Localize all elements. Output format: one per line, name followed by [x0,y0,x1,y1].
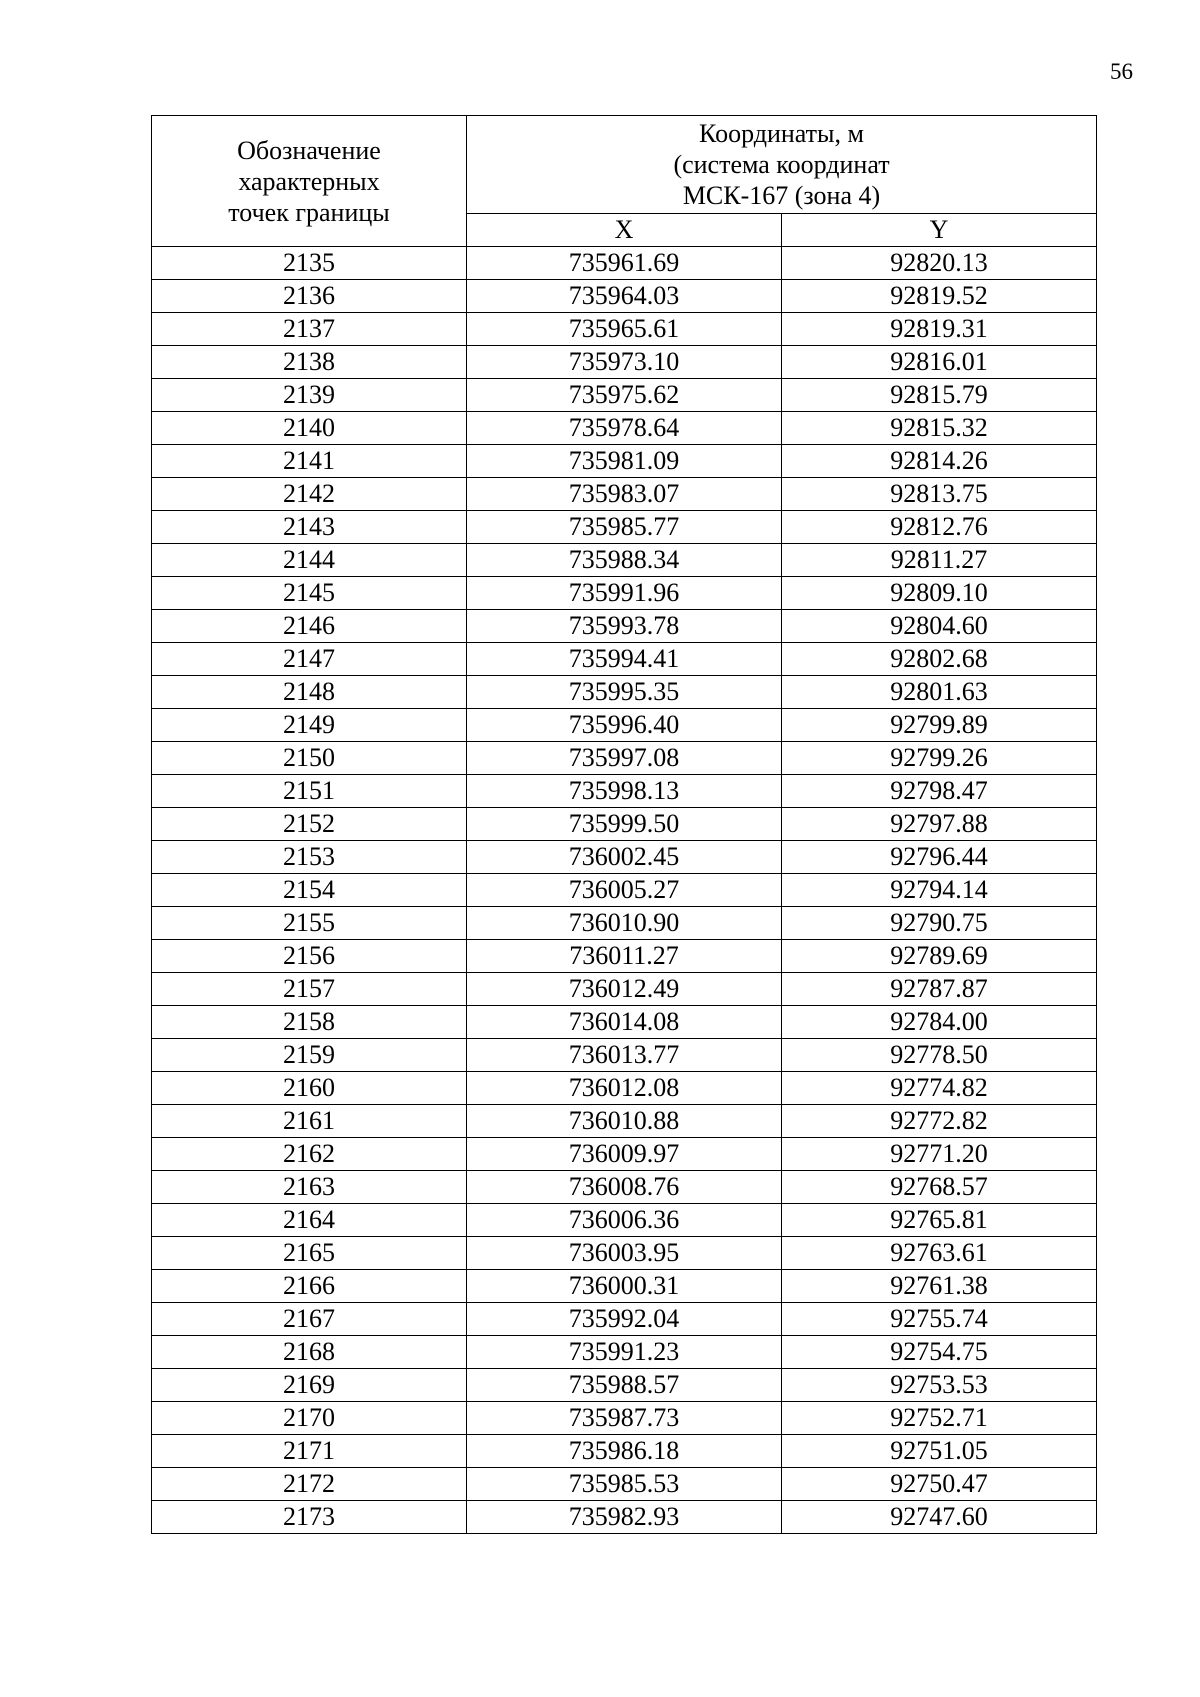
cell-y: 92796.44 [782,841,1097,874]
cell-x: 735998.13 [467,775,782,808]
table-row [152,1237,1097,1270]
cell-point: 2167 [152,1303,467,1336]
cell-y: 92784.00 [782,1006,1097,1039]
cell-y: 92816.01 [782,346,1097,379]
cell-x: 736013.77 [467,1039,782,1072]
cell-point: 2154 [152,874,467,907]
cell-y: 92798.47 [782,775,1097,808]
cell-y: 92819.31 [782,313,1097,346]
cell-point: 2156 [152,940,467,973]
cell-x: 735985.77 [467,511,782,544]
header-designation-line: характерных [238,166,380,196]
cell-point: 2136 [152,280,467,313]
table-row [152,1270,1097,1303]
cell-x: 735995.35 [467,676,782,709]
table-row [152,1369,1097,1402]
cell-point: 2151 [152,775,467,808]
table-row [152,412,1097,445]
cell-x: 735986.18 [467,1435,782,1468]
cell-x: 735975.62 [467,379,782,412]
cell-point: 2141 [152,445,467,478]
cell-point: 2155 [152,907,467,940]
cell-y: 92809.10 [782,577,1097,610]
table-row [152,280,1097,313]
cell-x: 735999.50 [467,808,782,841]
table-row [152,445,1097,478]
cell-x: 736005.27 [467,874,782,907]
cell-point: 2157 [152,973,467,1006]
cell-point: 2137 [152,313,467,346]
table-row [152,1204,1097,1237]
header-y: Y [782,214,1097,247]
cell-y: 92771.20 [782,1138,1097,1171]
cell-x: 735964.03 [467,280,782,313]
cell-point: 2164 [152,1204,467,1237]
cell-point: 2148 [152,676,467,709]
cell-point: 2170 [152,1402,467,1435]
cell-point: 2146 [152,610,467,643]
cell-y: 92787.87 [782,973,1097,1006]
cell-x: 736002.45 [467,841,782,874]
table-row [152,1336,1097,1369]
cell-point: 2161 [152,1105,467,1138]
cell-point: 2171 [152,1435,467,1468]
cell-y: 92751.05 [782,1435,1097,1468]
table-row [152,1006,1097,1039]
table-row [152,610,1097,643]
cell-x: 736010.90 [467,907,782,940]
table-row [152,1171,1097,1204]
cell-y: 92761.38 [782,1270,1097,1303]
table-row [152,577,1097,610]
table-row [152,709,1097,742]
table-body [152,247,1097,1534]
cell-y: 92789.69 [782,940,1097,973]
cell-y: 92754.75 [782,1336,1097,1369]
table-row [152,1105,1097,1138]
cell-y: 92820.13 [782,247,1097,280]
table-row [152,313,1097,346]
cell-point: 2150 [152,742,467,775]
cell-point: 2143 [152,511,467,544]
cell-point: 2153 [152,841,467,874]
cell-point: 2172 [152,1468,467,1501]
cell-y: 92794.14 [782,874,1097,907]
table-header-row [152,116,1097,214]
cell-x: 736012.08 [467,1072,782,1105]
table-row [152,973,1097,1006]
cell-point: 2173 [152,1501,467,1534]
table-row [152,841,1097,874]
table-row [152,643,1097,676]
table-row [152,1402,1097,1435]
cell-x: 735997.08 [467,742,782,775]
cell-x: 736010.88 [467,1105,782,1138]
cell-point: 2140 [152,412,467,445]
cell-x: 736014.08 [467,1006,782,1039]
cell-x: 735978.64 [467,412,782,445]
cell-y: 92747.60 [782,1501,1097,1534]
cell-y: 92778.50 [782,1039,1097,1072]
cell-y: 92804.60 [782,610,1097,643]
cell-x: 736003.95 [467,1237,782,1270]
cell-y: 92755.74 [782,1303,1097,1336]
cell-y: 92801.63 [782,676,1097,709]
cell-point: 2152 [152,808,467,841]
cell-y: 92799.26 [782,742,1097,775]
cell-y: 92763.61 [782,1237,1097,1270]
cell-x: 736006.36 [467,1204,782,1237]
table-row [152,1303,1097,1336]
cell-x: 735982.93 [467,1501,782,1534]
table-row [152,1435,1097,1468]
header-designation-line: Обозначение [237,135,381,165]
cell-x: 735993.78 [467,610,782,643]
cell-point: 2158 [152,1006,467,1039]
table-row [152,511,1097,544]
cell-y: 92765.81 [782,1204,1097,1237]
table-row [152,742,1097,775]
cell-point: 2162 [152,1138,467,1171]
header-coordinates-line: (система координат [673,150,890,179]
table-row [152,775,1097,808]
coordinates-table [151,115,1097,1534]
header-coordinates-line: Координаты, м [699,119,864,148]
table-row [152,379,1097,412]
table-row [152,907,1097,940]
cell-y: 92814.26 [782,445,1097,478]
cell-y: 92753.53 [782,1369,1097,1402]
cell-y: 92752.71 [782,1402,1097,1435]
cell-x: 736009.97 [467,1138,782,1171]
cell-y: 92768.57 [782,1171,1097,1204]
header-point-designation [152,116,467,247]
table-row [152,1039,1097,1072]
table-row [152,1138,1097,1171]
cell-x: 735994.41 [467,643,782,676]
table-row [152,478,1097,511]
cell-point: 2147 [152,643,467,676]
table-row [152,808,1097,841]
table-row [152,676,1097,709]
cell-x: 736000.31 [467,1270,782,1303]
cell-x: 735992.04 [467,1303,782,1336]
cell-y: 92799.89 [782,709,1097,742]
cell-y: 92815.79 [782,379,1097,412]
header-coordinates [467,116,1097,214]
cell-x: 735973.10 [467,346,782,379]
cell-y: 92774.82 [782,1072,1097,1105]
cell-y: 92812.76 [782,511,1097,544]
cell-point: 2145 [152,577,467,610]
cell-x: 736008.76 [467,1171,782,1204]
cell-point: 2144 [152,544,467,577]
cell-y: 92797.88 [782,808,1097,841]
cell-x: 735985.53 [467,1468,782,1501]
cell-point: 2139 [152,379,467,412]
cell-point: 2135 [152,247,467,280]
cell-point: 2138 [152,346,467,379]
cell-point: 2149 [152,709,467,742]
cell-y: 92750.47 [782,1468,1097,1501]
cell-x: 736011.27 [467,940,782,973]
table-row [152,1501,1097,1534]
cell-x: 735996.40 [467,709,782,742]
cell-point: 2159 [152,1039,467,1072]
cell-point: 2169 [152,1369,467,1402]
cell-y: 92772.82 [782,1105,1097,1138]
cell-y: 92802.68 [782,643,1097,676]
table-row [152,1468,1097,1501]
cell-x: 735961.69 [467,247,782,280]
cell-y: 92813.75 [782,478,1097,511]
table-row [152,346,1097,379]
cell-x: 735981.09 [467,445,782,478]
cell-y: 92819.52 [782,280,1097,313]
cell-y: 92790.75 [782,907,1097,940]
cell-x: 735983.07 [467,478,782,511]
table-row [152,874,1097,907]
cell-x: 735988.34 [467,544,782,577]
cell-x: 735965.61 [467,313,782,346]
table-row [152,247,1097,280]
table-row [152,940,1097,973]
header-coordinates-line: МСК-167 (зона 4) [682,181,881,210]
cell-y: 92811.27 [782,544,1097,577]
cell-point: 2142 [152,478,467,511]
header-x: X [467,214,782,247]
cell-x: 735987.73 [467,1402,782,1435]
cell-point: 2168 [152,1336,467,1369]
cell-point: 2163 [152,1171,467,1204]
table-row [152,1072,1097,1105]
cell-x: 736012.49 [467,973,782,1006]
cell-point: 2165 [152,1237,467,1270]
cell-point: 2160 [152,1072,467,1105]
cell-x: 735991.23 [467,1336,782,1369]
cell-point: 2166 [152,1270,467,1303]
cell-x: 735988.57 [467,1369,782,1402]
header-designation-line: точек границы [228,197,390,227]
cell-x: 735991.96 [467,577,782,610]
table-row [152,544,1097,577]
page-number: 56 [1110,59,1133,84]
cell-y: 92815.32 [782,412,1097,445]
